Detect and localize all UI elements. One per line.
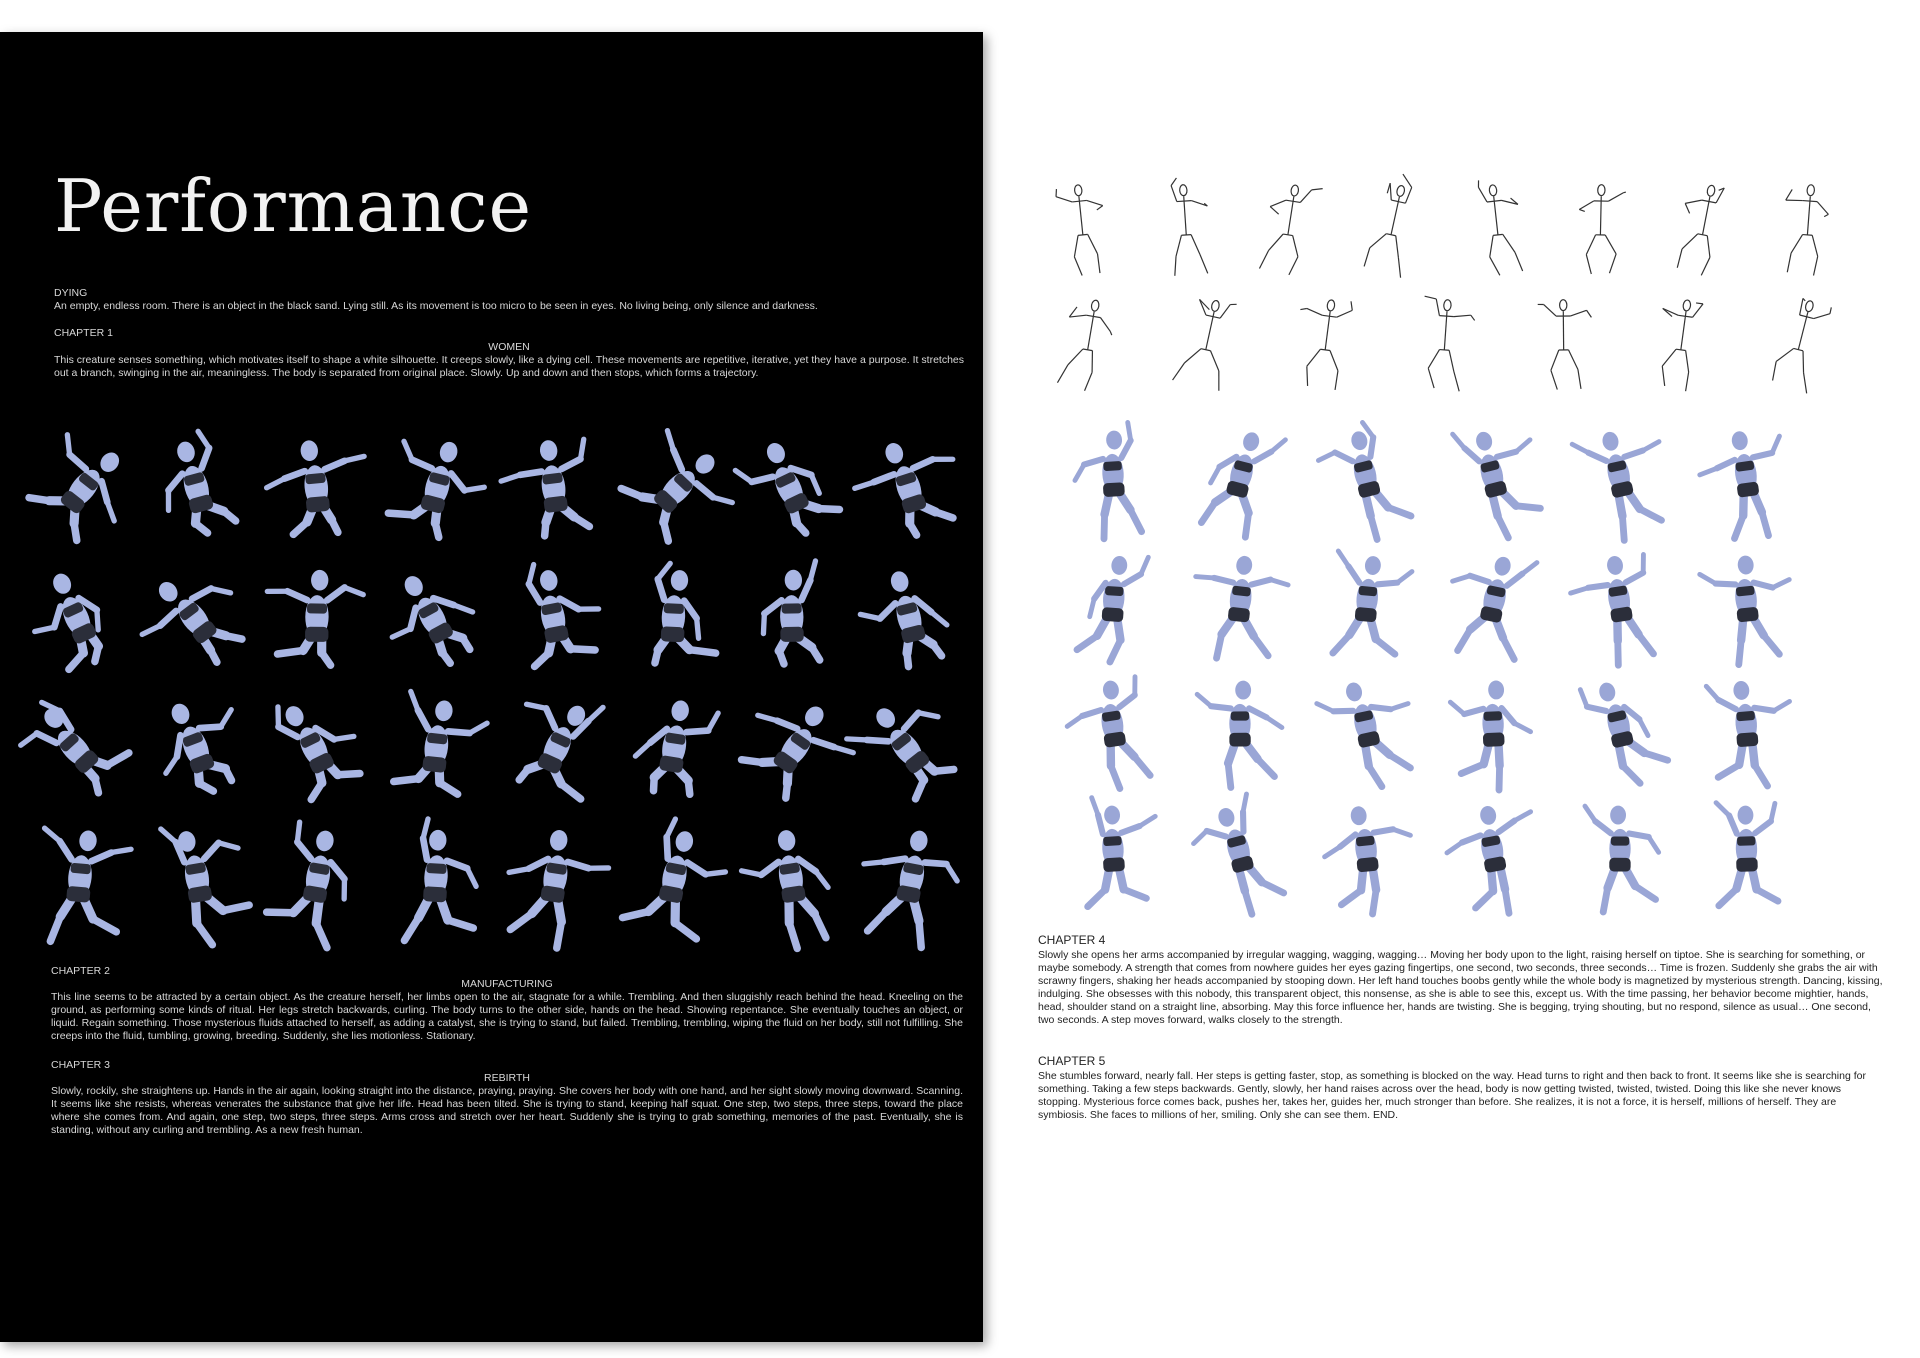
figure-10 xyxy=(1439,546,1537,663)
figure-11 xyxy=(266,569,363,665)
chapter2-text: This line seems to be attracted by a certain object. As the creature herself, her limbs open to the air, stagnate for a while. Trembling. And then sluggishly reach behind the head. Kneeling on the ground, as performing some kinds of ritual. Her legs stretch backwards, curling. The body turns to the other side, hands on the head. Showing repentance. She eventually touches an object, or liquid. Regain something. Those mysterious fluids attached to herself, as adding a catalyst, she is trying to stand, but failed. Trembling, trembling, wiping the fluid on her body, still not fulfilling. She creeps into the fluid, tumbling, growing, breeding. Suddenly, she lies motionless. Stationary. xyxy=(51,991,963,1042)
figure-21 xyxy=(1320,801,1418,918)
figure-21 xyxy=(497,678,620,807)
figure-16 xyxy=(1450,679,1533,792)
figure-9 xyxy=(1057,296,1117,393)
chapter4-heading: CHAPTER 4 xyxy=(1038,933,1106,947)
chapter3-subtitle: REBIRTH xyxy=(484,1072,530,1084)
figure-8 xyxy=(1187,551,1291,665)
left-page xyxy=(0,32,983,1342)
figure-4 xyxy=(1363,170,1422,278)
figure-13 xyxy=(1538,299,1592,389)
chapter5-text: She stumbles forward, nearly fall. Her steps is getting faster, stop, as something is blocked on the way. Head turns to right and then back to front. It seems like she is searching for something. Taking a few steps backwards. Gently, slowly, her hand raises across over the head, body is now getting twisted, twisted, twisted. Doing this like she never knows stopping. Mysterious force comes back, pushes her, takes her, guides her, much stronger than before. She realizes, it is not a force, it is herself, millions of herself. They are symbiosis. She faces to millions of her, smiling. Only she can see them. END. xyxy=(1038,1070,1866,1121)
chapter1-subtitle: WOMEN xyxy=(488,341,530,353)
figure-6 xyxy=(613,422,746,555)
figure-26 xyxy=(161,817,255,950)
figure-2 xyxy=(1200,424,1286,540)
dark-grid-figures xyxy=(20,422,970,942)
figure-3 xyxy=(263,435,371,538)
figure-5 xyxy=(1478,176,1526,276)
figure-31 xyxy=(737,825,837,955)
figure-17 xyxy=(1580,673,1671,792)
chapter2-heading: CHAPTER 2 xyxy=(51,965,110,977)
figure-18 xyxy=(1706,678,1796,790)
page-title: Performance xyxy=(54,164,533,248)
figure-1 xyxy=(1072,422,1142,540)
figure-27 xyxy=(262,819,355,949)
figure-14 xyxy=(1652,297,1703,392)
figure-14 xyxy=(654,563,720,666)
chapter1-heading: CHAPTER 1 xyxy=(54,327,113,339)
figure-7 xyxy=(732,430,843,549)
chapter3-text: Slowly, rockily, she straightens up. Hands in the air again, looking straight into the distance, praying, praying. She covers her body with one hand, and her sight slowly moving downward. Scanning. It seems like she resists, whereas venerates the substance that give her life. Head has been tilted. She is trying to stand, keeping half squat. One step, two steps, three steps, toward the place where she comes from. And again, one step, two steps, three steps. Arms cross and stretch over her heart. Suddenly she is trying to grab something, memories of the past. Eventually, she is standing, without any curling and trembling. As a new fresh human. xyxy=(51,1085,963,1136)
figure-9 xyxy=(17,566,116,679)
sketch-grid-figures xyxy=(1030,170,1860,400)
figure-23 xyxy=(728,681,863,815)
chapter1-text: This creature senses something, which motivates itself to shape a white silhouette. It creeps slowly, like a dying cell. These movements are repetitive, iterative, yet they have a purpose. It stretches out a branch, swinging in the air, meaningless. The body is separated from original place. Slowly. Up and down and then stops, which forms a trajectory. xyxy=(54,354,964,379)
figure-8 xyxy=(845,427,971,549)
dying-text: An empty, endless room. There is an object in the black sand. Lying still. As its movement is too micro to be seen in eyes. No living being, only silence and darkness. xyxy=(54,300,818,312)
figure-1 xyxy=(20,423,148,551)
dying-heading: DYING xyxy=(54,287,88,299)
figure-3 xyxy=(1259,181,1322,278)
figure-22 xyxy=(630,695,719,799)
chapter1-pose-grid xyxy=(20,422,970,942)
figure-29 xyxy=(499,823,613,954)
chapter4-5-pose-grid xyxy=(1050,415,1810,915)
figure-19 xyxy=(268,683,370,800)
figure-11 xyxy=(1566,552,1659,671)
figure-25 xyxy=(34,826,132,947)
figure-8 xyxy=(1780,183,1830,276)
figure-12 xyxy=(1418,296,1476,392)
figure-13 xyxy=(1061,677,1151,795)
figure-5 xyxy=(1571,422,1678,547)
chapter4-text: Slowly she opens her arms accompanied by irregular wagging, wagging, wagging… Moving her body upon to the light, raising herself on tiptoe. She is searching for something, or maybe somebody. A strength that comes from nowhere guides her eyes gazing fingertips, one second, two seconds, three seconds… Time is frozen. Suddenly she grabs the air with scrawny fingers, shaking her heads accompanied by stooping down. Her left hand touches boobs gently while the whole body is magnetized by mysterious strength. Dancing, kissing, indulging. She obsesses with this nobody, this transparent object, this nonsense, as she is able to see this, except us. With the time passing, her behavior become mightier, hands, head, shoulder stand on a straight line, absorbing. May this force influence her, hands are twisting. She is begging, trying shouting, but no respond, silence as usual… One second, two seconds. A step moves forward, walks closely to the strength. xyxy=(1038,949,1883,1026)
stick-figure-sketch-grid xyxy=(1030,170,1860,400)
figure-10 xyxy=(1172,294,1237,390)
figure-22 xyxy=(1440,798,1548,922)
right-page xyxy=(1010,0,1920,1358)
figure-11 xyxy=(1291,295,1354,391)
figure-5 xyxy=(497,436,595,541)
figure-2 xyxy=(1168,176,1211,276)
figure-4 xyxy=(383,431,493,546)
figure-12 xyxy=(371,558,489,681)
figure-12 xyxy=(1698,551,1797,667)
figure-13 xyxy=(515,554,607,667)
figure-32 xyxy=(850,821,965,951)
chapter5-heading: CHAPTER 5 xyxy=(1038,1054,1106,1068)
figure-6 xyxy=(1695,426,1793,544)
figure-4 xyxy=(1453,416,1552,545)
figure-24 xyxy=(845,684,970,810)
figure-16 xyxy=(852,563,954,675)
figure-20 xyxy=(393,691,489,797)
figure-19 xyxy=(1081,794,1161,907)
figure-24 xyxy=(1716,801,1779,906)
figure-14 xyxy=(1197,680,1282,787)
figure-15 xyxy=(762,561,819,664)
figure-15 xyxy=(1314,672,1424,796)
figure-1 xyxy=(1055,183,1110,278)
figure-17 xyxy=(9,682,135,810)
figure-7 xyxy=(1672,181,1724,276)
figure-18 xyxy=(144,687,256,805)
chapter2-subtitle: MANUFACTURING xyxy=(461,978,553,990)
light-grid-figures xyxy=(1050,415,1810,915)
figure-9 xyxy=(1329,551,1413,659)
figure-6 xyxy=(1578,184,1626,274)
figure-15 xyxy=(1770,296,1832,394)
figure-7 xyxy=(1076,553,1148,664)
figure-30 xyxy=(621,813,733,942)
figure-2 xyxy=(150,428,236,541)
figure-10 xyxy=(125,554,259,688)
figure-28 xyxy=(404,818,479,945)
figure-23 xyxy=(1585,806,1659,913)
figure-3 xyxy=(1312,417,1414,549)
figure-20 xyxy=(1185,791,1287,924)
chapter3-heading: CHAPTER 3 xyxy=(51,1059,110,1071)
